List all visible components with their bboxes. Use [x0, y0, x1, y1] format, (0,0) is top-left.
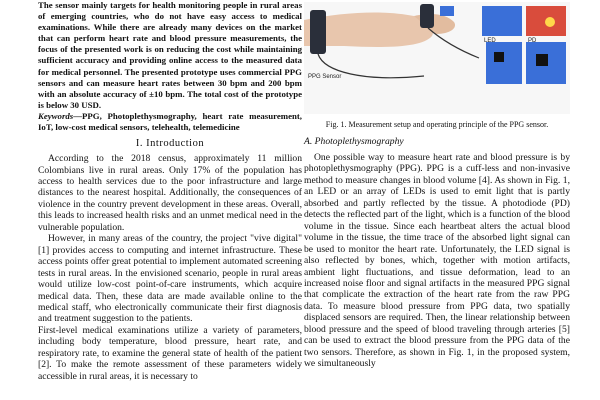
board-label-led: LED [484, 38, 496, 44]
subsection-title-ppg: A. Photoplethysmography [304, 136, 404, 147]
ppg-paragraph-1: One possible way to measure heart rate and blood pressure is by photoplethysmography (PPG). PPG is a cuff-less and non-invasive method to measure changes in blood volume [4]. As shown in Fig. 1, an LED or an array of LEDs is used to emit light that is partly absorbed and partly reflected by the tissue. A photodiode (PD) detects the reflected part of the light, which is a function of the blood volume in the tissue. Since each heartbeat alters the actual blood volume in the tissue, the time trace of the absorbed light signal can be used to monitor the heart rate. Unfortunately, the LED signal is also reflected by bones, which, together with motion artifacts, ambient light fluctuations, and tissue deformation, lead to an increased noise floor and signal artifacts in the measured PPG signal that complicate the extraction of the heart rate from the raw PPG data. To measure blood pressure from PPG data, two spatially displaced sensors are required. Then, the linear relationship between blood pressure and the speed of blood traveling through arteries [5] can be used to extract the blood pressure from the PPG data of the two sensors. Therefore, as shown in Fig. 1, in the proposed system, we simultaneously [304, 152, 570, 370]
ppg-sensor-label: PPG Sensor [308, 74, 342, 80]
chip-1 [494, 52, 504, 62]
intro-paragraph-1: According to the 2018 census, approximately 11 million Colombians live in rural areas. Only 17% of the population has access to health services due to the poor infrastructure and large distances to the nearest hospital. Additionally, the consequences of violence in the country prevent development in these areas. Overall, this leads to increased health risks and an unmet medical need in the vulnerable population. [38, 153, 302, 233]
sensor-cuff-right [420, 4, 434, 28]
figure-1-caption: Fig. 1. Measurement setup and operating principle of the PPG sensor. [325, 120, 549, 129]
keywords-text: —PPG, Photoplethysmography, heart rate measurement, IoT, low-cost medical sensors, telehealth, telemedicine [38, 110, 302, 133]
abstract [38, 0, 302, 111]
chip-2 [536, 54, 548, 66]
board-top-left [482, 6, 522, 36]
figure-1-illustration [304, 2, 570, 114]
right-column [304, 0, 570, 370]
board-label-pd: PD [528, 38, 537, 44]
intro-paragraph-2: However, in many areas of the country, the project "vive digital" [1] provides access to computing and internet infrastructure. These access points offer great potential to implement automated screening tests in rural areas. In the envisioned scenario, people in rural areas would utilize low-cost point-of-care instruments, which acquire medical data. Then, these data are made available online to the medical staff, who electronically communicate their first diagnosis and treatment suggestion to the patients. [38, 233, 302, 325]
led-marker [440, 6, 454, 16]
section-title-introduction: I. Introduction [135, 138, 205, 150]
board-bottom-left [486, 42, 522, 84]
intro-paragraph-3: First-level medical examinations utilize a variety of parameters, including body temperature, blood pressure, heart rate, and respiratory rate, to examine the general state of health of the patient [2]. To make the remote assessment of these parameters widely accessible in rural areas, it is necessary to [38, 324, 302, 382]
figure-1 [304, 2, 570, 114]
keywords [38, 111, 302, 133]
keywords-label: Keywords [38, 110, 74, 121]
led-dot [545, 17, 555, 27]
left-column [38, 0, 302, 382]
sensor-cuff-left [310, 10, 326, 54]
abstract-text: The sensor mainly targets for health monitoring people in rural areas of emerging countries, who do not have easy access to medical examinations. While there are already many devices on the market that can perform heart rate and blood pressure measurements, the focus of the presented work is on reducing the cost while maintaining sufficient accuracy and providing online access to the measured data for medical personnel. The presented prototype uses commercial PPG sensors and can measure heart rates between 30 bpm and 200 bpm with an absolute accuracy of ±10 bpm. The total cost of the prototype is below 30 USD. [38, 0, 302, 110]
